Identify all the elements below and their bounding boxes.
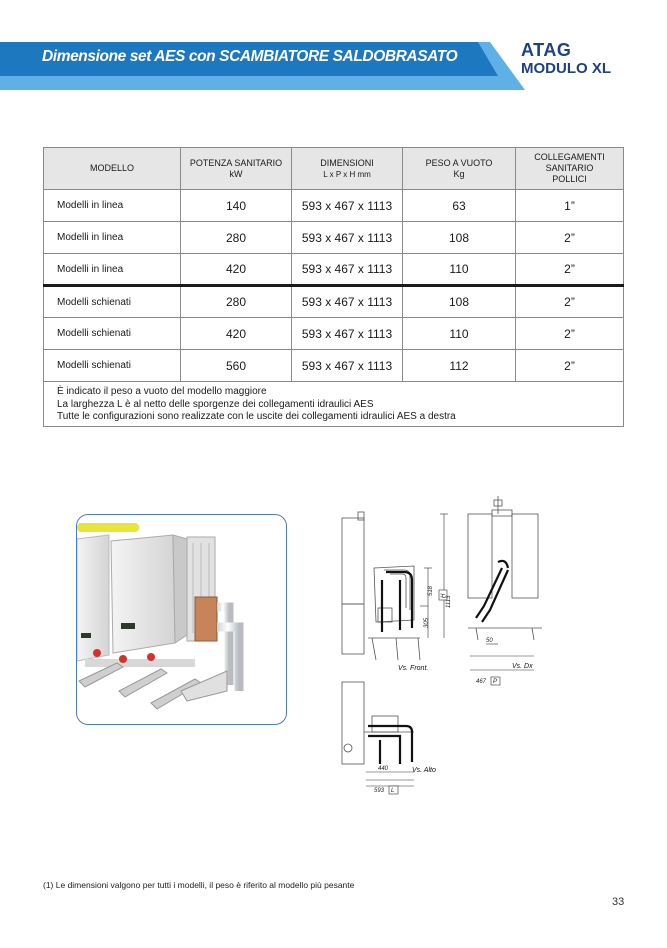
cell-connections: 2” xyxy=(516,286,624,318)
cell-weight: 112 xyxy=(403,350,516,382)
cell-power: 560 xyxy=(181,350,292,382)
page-number: 33 xyxy=(612,896,625,908)
dim-50-label: 50 xyxy=(486,638,493,644)
cell-connections: 1” xyxy=(516,190,624,222)
header-weight: PESO A VUOTO Kg xyxy=(403,148,516,190)
dim-518-label: 518 xyxy=(428,585,434,596)
table-header-row xyxy=(44,148,624,190)
brand-subtitle: MODULO XL xyxy=(521,60,611,77)
table-row xyxy=(44,190,624,222)
cell-power: 140 xyxy=(181,190,292,222)
dim-l-value: 593 xyxy=(374,788,385,794)
cell-power: 280 xyxy=(181,286,292,318)
cell-power: 280 xyxy=(181,222,292,254)
cell-weight: 108 xyxy=(403,286,516,318)
note-line: È indicato il peso a vuoto del modello maggiore xyxy=(57,386,267,397)
table-notes-row xyxy=(44,382,624,427)
cell-dimensions: 593 x 467 x 1113 xyxy=(292,350,403,382)
cell-model: Modelli in linea xyxy=(44,254,181,286)
page-title: Dimensione set AES con SCAMBIATORE SALDOBRASATO xyxy=(42,48,458,65)
table-row xyxy=(44,286,624,318)
cell-dimensions: 593 x 467 x 1113 xyxy=(292,318,403,350)
brand-logo xyxy=(521,40,611,77)
cell-connections: 2” xyxy=(516,318,624,350)
front-view-label: Vs. Front. xyxy=(398,665,429,672)
header-connections: COLLEGAMENTI SANITARIO POLLICI xyxy=(516,148,624,190)
dim-h-value: 1113 xyxy=(446,595,452,608)
table-row xyxy=(44,318,624,350)
note-line: La larghezza L è al netto delle sporgenze dei collegamenti idraulici AES xyxy=(57,398,374,410)
product-photo xyxy=(76,514,287,725)
side-view-label: Vs. Dx xyxy=(512,663,533,670)
dim-p-letter: P xyxy=(493,679,498,685)
cell-model: Modelli schienati xyxy=(44,318,181,350)
table-row xyxy=(44,222,624,254)
dim-305-label: 305 xyxy=(424,617,430,628)
cell-weight: 108 xyxy=(403,222,516,254)
table-row xyxy=(44,254,624,286)
side-view-drawing xyxy=(462,490,552,690)
top-view-drawing xyxy=(340,680,450,800)
front-view-drawing xyxy=(340,510,465,680)
dim-p-value: 467 xyxy=(476,679,487,685)
note-line: Tutte le configurazioni sono realizzate con le uscite dei collegamenti idraulici AES a destra xyxy=(57,411,456,422)
cell-weight: 110 xyxy=(403,318,516,350)
specification-table xyxy=(43,147,624,427)
cell-connections: 2” xyxy=(516,254,624,286)
cell-power: 420 xyxy=(181,318,292,350)
cell-dimensions: 593 x 467 x 1113 xyxy=(292,254,403,286)
table-notes xyxy=(44,382,624,427)
cell-dimensions: 593 x 467 x 1113 xyxy=(292,222,403,254)
dim-l-letter: L xyxy=(391,788,395,794)
header-power: POTENZA SANITARIO kW xyxy=(181,148,292,190)
cell-model: Modelli in linea xyxy=(44,190,181,222)
cell-weight: 110 xyxy=(403,254,516,286)
cell-connections: 2” xyxy=(516,222,624,254)
footnote: (1) Le dimensioni valgono per tutti i modelli, il peso è riferito al modello più pesante xyxy=(43,880,355,890)
cell-model: Modelli in linea xyxy=(44,222,181,254)
boiler-set-illustration xyxy=(77,515,287,725)
cell-model: Modelli schienati xyxy=(44,286,181,318)
cell-dimensions: 593 x 467 x 1113 xyxy=(292,190,403,222)
cell-model: Modelli schienati xyxy=(44,350,181,382)
top-view-label: Vs. Alto xyxy=(412,767,436,774)
header-model: MODELLO xyxy=(44,148,181,190)
cell-weight: 63 xyxy=(403,190,516,222)
dim-h-letter: H xyxy=(441,593,447,598)
table-row xyxy=(44,350,624,382)
cell-dimensions: 593 x 467 x 1113 xyxy=(292,286,403,318)
brand-name: ATAG xyxy=(521,40,572,60)
cell-power: 420 xyxy=(181,254,292,286)
cell-connections: 2” xyxy=(516,350,624,382)
dim-440-label: 440 xyxy=(378,766,389,772)
header-dimensions: DIMENSIONI L x P x H mm xyxy=(292,148,403,190)
